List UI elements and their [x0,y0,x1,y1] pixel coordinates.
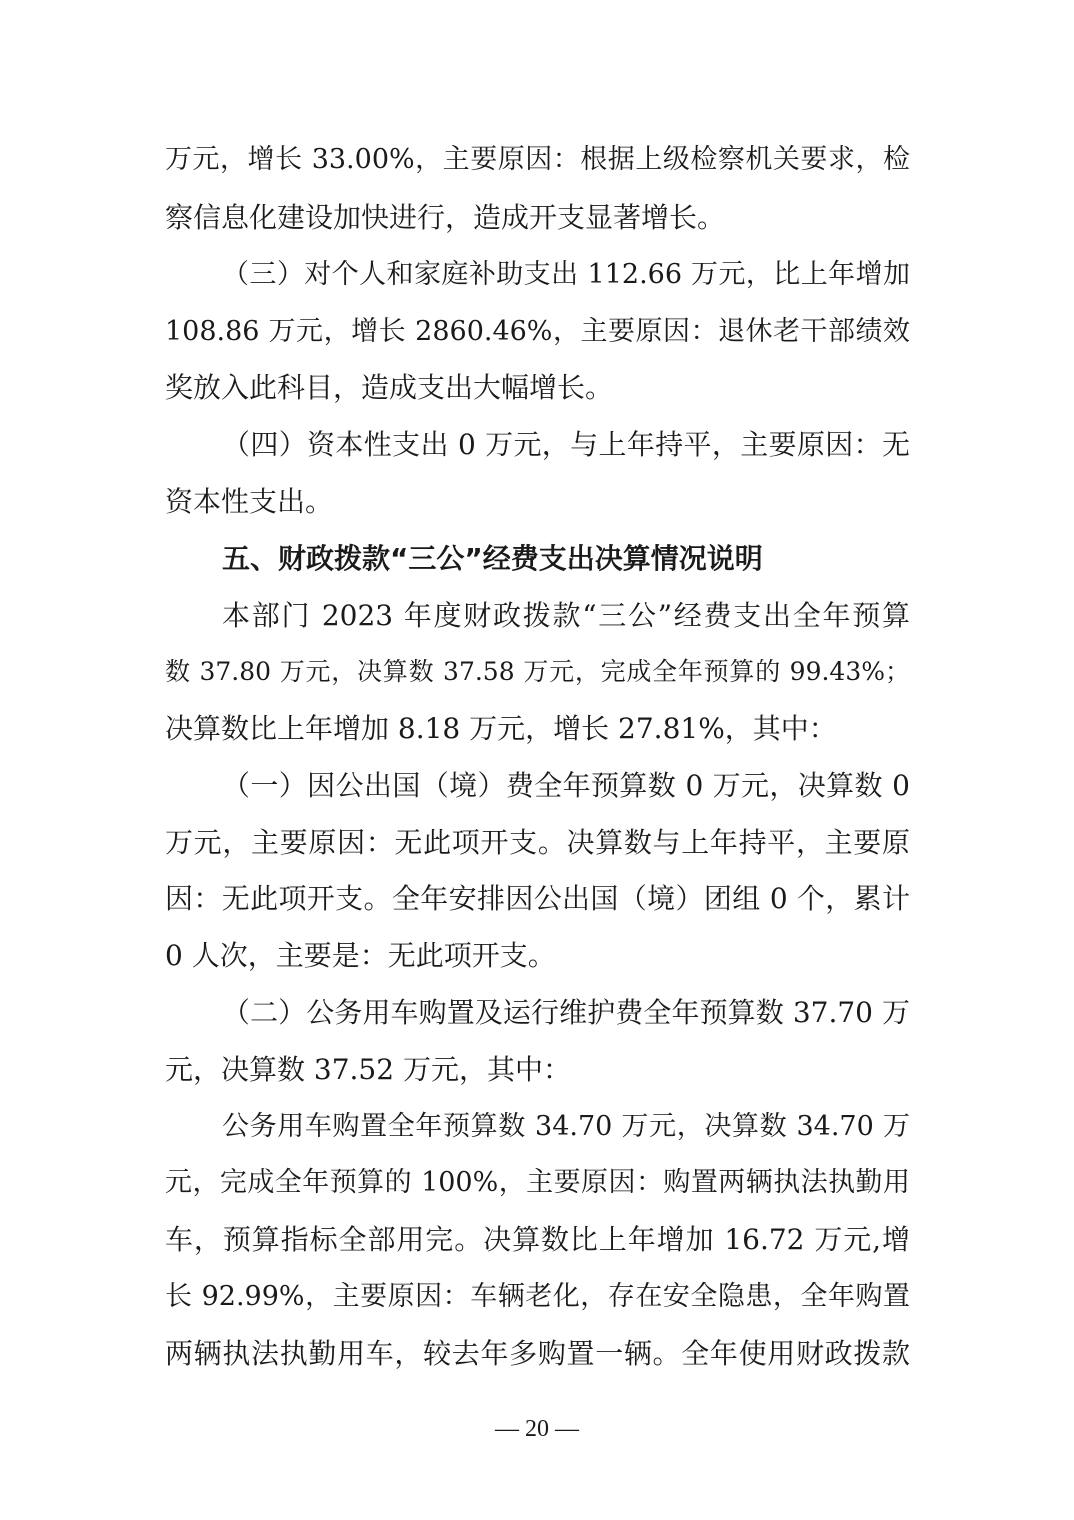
body-line: 本部门 2023 年度财政拨款“三公”经费支出全年预算 [222,599,910,632]
body-line: （四）资本性支出 0 万元，与上年持平，主要原因：无 [222,428,910,461]
body-line: 0 人次，主要是：无此项开支。 [165,939,556,972]
body-line: 万元，主要原因：无此项开支。决算数与上年持平，主要原 [165,826,910,859]
body-line: 资本性支出。 [165,485,334,518]
section-heading: 五、财政拨款“三公”经费支出决算情况说明 [222,542,763,575]
body-line: 奖放入此科目，造成支出大幅增长。 [165,371,614,404]
body-line: 两辆执法执勤用车，较去年多购置一辆。全年使用财政拨款 [165,1337,910,1370]
page-number: — 20 — [495,1416,579,1442]
body-line: 108.86 万元，增长 2860.46%，主要原因：退休老干部绩效 [165,316,910,347]
body-line: （二）公务用车购置及运行维护费全年预算数 37.70 万 [222,996,910,1029]
body-line: 公务用车购置全年预算数 34.70 万元，决算数 34.70 万 [222,1111,910,1142]
body-line: 决算数比上年增加 8.18 万元，增长 27.81%，其中： [165,712,837,745]
body-line: 车，预算指标全部用完。决算数比上年增加 16.72 万元,增 [165,1223,910,1256]
body-line: （一）因公出国（境）费全年预算数 0 万元，决算数 0 [222,769,910,802]
body-line: 元，决算数 37.52 万元，其中： [165,1053,571,1086]
body-line: 元，完成全年预算的 100%，主要原因：购置两辆执法执勤用 [165,1167,910,1198]
body-line: （三）对个人和家庭补助支出 112.66 万元，比上年增加 [222,259,910,290]
body-line: 察信息化建设加快进行，造成开支显著增长。 [165,201,726,234]
body-line: 万元，增长 33.00%，主要原因：根据上级检察机关要求，检 [165,144,910,175]
body-line: 因：无此项开支。全年安排因公出国（境）团组 0 个，累计 [165,882,910,915]
body-line: 数 37.80 万元，决算数 37.58 万元，完成全年预算的 99.43%； [165,657,910,686]
body-line: 长 92.99%，主要原因：车辆老化，存在安全隐患，全年购置 [165,1281,910,1312]
